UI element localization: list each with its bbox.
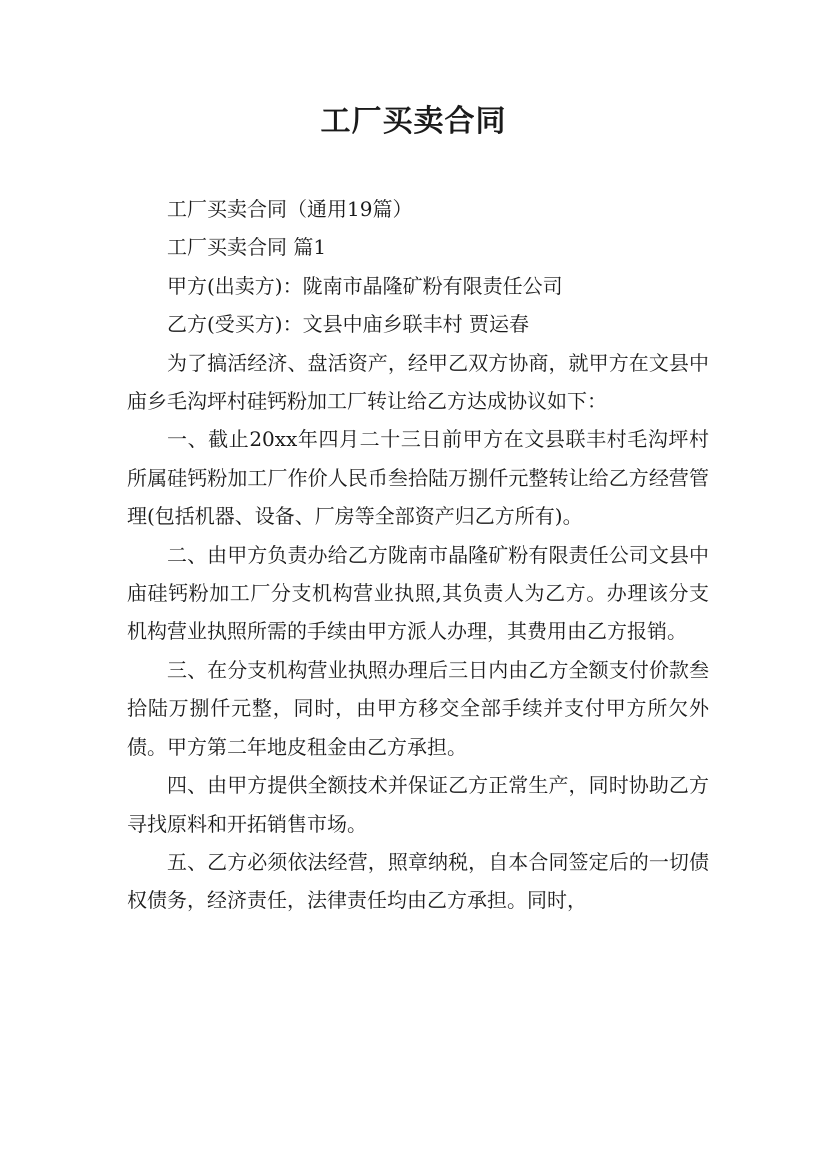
paragraph-section-heading: 工厂买卖合同 篇1 bbox=[167, 235, 327, 260]
paragraph-party-b: 乙方(受买方)：文县中庙乡联丰村 贾运春 bbox=[167, 312, 529, 337]
paragraph-clause-4: 四、由甲方提供全额技术并保证乙方正常生产，同时协助乙方寻找原料和开拓销售市场。 bbox=[127, 773, 709, 836]
paragraph-clause-5: 五、乙方必须依法经营，照章纳税，自本合同签定后的一切债权债务，经济责任，法律责任均由乙方承担。同时， bbox=[127, 849, 709, 913]
paragraph-party-a: 甲方(出卖方)：陇南市晶隆矿粉有限责任公司 bbox=[167, 273, 563, 298]
paragraph-preamble: 为了搞活经济、盘活资产，经甲乙双方协商，就甲方在文县中庙乡毛沟坪村硅钙粉加工厂转让给乙方达成协议如下： bbox=[127, 350, 709, 414]
paragraph-subtitle: 工厂买卖合同（通用19篇） bbox=[167, 197, 413, 221]
document-title: 工厂买卖合同 bbox=[320, 104, 507, 139]
paragraph-clause-2: 二、由甲方负责办给乙方陇南市晶隆矿粉有限责任公司文县中庙硅钙粉加工厂分支机构营业执照,其负责人为乙方。办理该分支机构营业执照所需的手续由甲方派人办理，其费用由乙方报销。 bbox=[127, 542, 709, 644]
paragraph-clause-3: 三、在分支机构营业执照办理后三日内由乙方全额支付价款叁拾陆万捌仟元整，同时，由甲方移交全部手续并支付甲方所欠外债。甲方第二年地皮租金由乙方承担。 bbox=[127, 657, 709, 759]
document-body bbox=[127, 190, 709, 920]
paragraph-clause-1: 一、截止20xx年四月二十三日前甲方在文县联丰村毛沟坪村所属硅钙粉加工厂作价人民币叁拾陆万捌仟元整转让给乙方经营管理(包括机器、设备、厂房等全部资产归乙方所有)。 bbox=[127, 427, 709, 529]
